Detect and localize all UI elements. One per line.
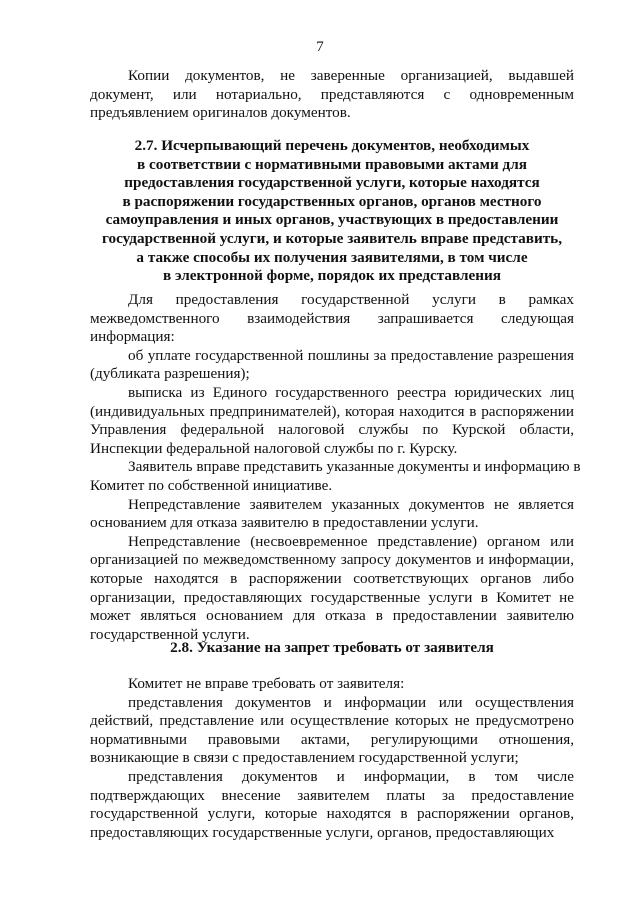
paragraph xyxy=(90,384,574,458)
text-line: которые находятся в распоряжении соответствующих органов либо xyxy=(90,569,574,587)
top-paragraph xyxy=(90,67,574,123)
text-line: возникающие в связи с предоставлением государственной услуги; xyxy=(90,749,519,767)
text-line: организацией по межведомственному запросу документов и информации, xyxy=(90,551,574,569)
text-line: информация: xyxy=(90,328,175,346)
text-line: Копии документов, не заверенные организацией, выдавшей xyxy=(128,67,574,84)
text-line: нормативными правовыми актами, регулирующими отношения, xyxy=(90,730,574,748)
section-heading xyxy=(90,137,574,286)
heading-line: самоуправления и иных органов, участвующих в предоставлении xyxy=(105,211,559,229)
text-line: межведомственного взаимодействия запрашивается следующая xyxy=(90,309,574,327)
paragraph xyxy=(90,347,574,384)
text-line: Заявитель вправе представить указанные документы и информацию в xyxy=(128,458,581,476)
text-line: выписка из Единого государственного реестра юридических лиц xyxy=(128,383,574,401)
text-line: государственной услуги, которые находятся в распоряжении органов, xyxy=(90,805,574,823)
section-2-7-body xyxy=(90,291,581,644)
heading-line: а также способы их получения заявителями, в том числе xyxy=(136,248,528,266)
text-line: Непредставление (несвоевременное представление) органом или xyxy=(128,532,574,550)
text-line: Непредставление заявителем указанных документов не является xyxy=(128,495,574,513)
section-2-8-heading xyxy=(90,639,574,658)
text-line: Инспекции федеральной налоговой службы по г. Курску. xyxy=(90,439,458,457)
heading-line: 2.7. Исчерпывающий перечень документов, необходимых xyxy=(134,137,530,154)
text-line: Управления федеральной налоговой службы по Курской области, xyxy=(90,421,574,439)
text-line: предоставляющих государственные услуги, органов, предоставляющих xyxy=(90,823,555,841)
text-line: может являться основанием для отказа в предоставлении заявителю xyxy=(90,607,574,625)
text-line: документ, или нотариально, представляются с одновременным xyxy=(90,85,574,103)
text-line: государственной услуги. xyxy=(90,625,250,643)
heading-line: государственной услуги, и которые заявитель вправе представить, xyxy=(102,229,562,247)
paragraph xyxy=(90,675,574,694)
paragraph xyxy=(90,67,574,123)
heading-line: в распоряжении государственных органов, органов местного xyxy=(122,192,542,210)
heading-line: в электронной форме, порядок их представления xyxy=(163,267,501,285)
section-2-7-heading xyxy=(90,137,574,286)
text-line: основанием для отказа заявителю в предоставлении услуги. xyxy=(90,514,479,532)
text-line: Комитет по собственной инициативе. xyxy=(90,476,333,494)
text-line: представления документов и информации или осуществления xyxy=(128,693,574,711)
text-line: предъявлением оригиналов документов. xyxy=(90,104,351,122)
text-line: (индивидуальных предпринимателей), которая находится в распоряжении xyxy=(90,402,574,420)
page-number: 7 xyxy=(316,39,324,55)
text-line: (дубликата разрешения); xyxy=(90,365,250,383)
paragraph xyxy=(90,496,574,533)
paragraph xyxy=(90,694,574,768)
text-line: об уплате государственной пошлины за предоставление разрешения xyxy=(128,346,574,364)
text-line: представления документов и информации, в том числе xyxy=(128,767,574,785)
text-line: организации, предоставляющих государственные услуги в Комитет не xyxy=(90,588,574,606)
text-line: Для предоставления государственной услуги в рамках xyxy=(128,291,574,308)
text-line: Комитет не вправе требовать от заявителя: xyxy=(128,675,405,692)
paragraph xyxy=(90,768,574,842)
section-heading: 2.8. Указание на запрет требовать от заявителя xyxy=(170,639,494,656)
section-2-8-body xyxy=(90,675,574,842)
heading-line: предоставления государственной услуги, которые находятся xyxy=(124,174,540,192)
text-line: действий, представление или осуществление которых не предусмотрено xyxy=(90,712,574,730)
paragraph xyxy=(90,291,574,347)
text-line: подтверждающих внесение заявителем платы за предоставление xyxy=(90,786,574,804)
paragraph xyxy=(90,533,574,645)
paragraph xyxy=(90,458,581,495)
heading-line: в соответствии с нормативными правовыми актами для xyxy=(137,155,527,173)
